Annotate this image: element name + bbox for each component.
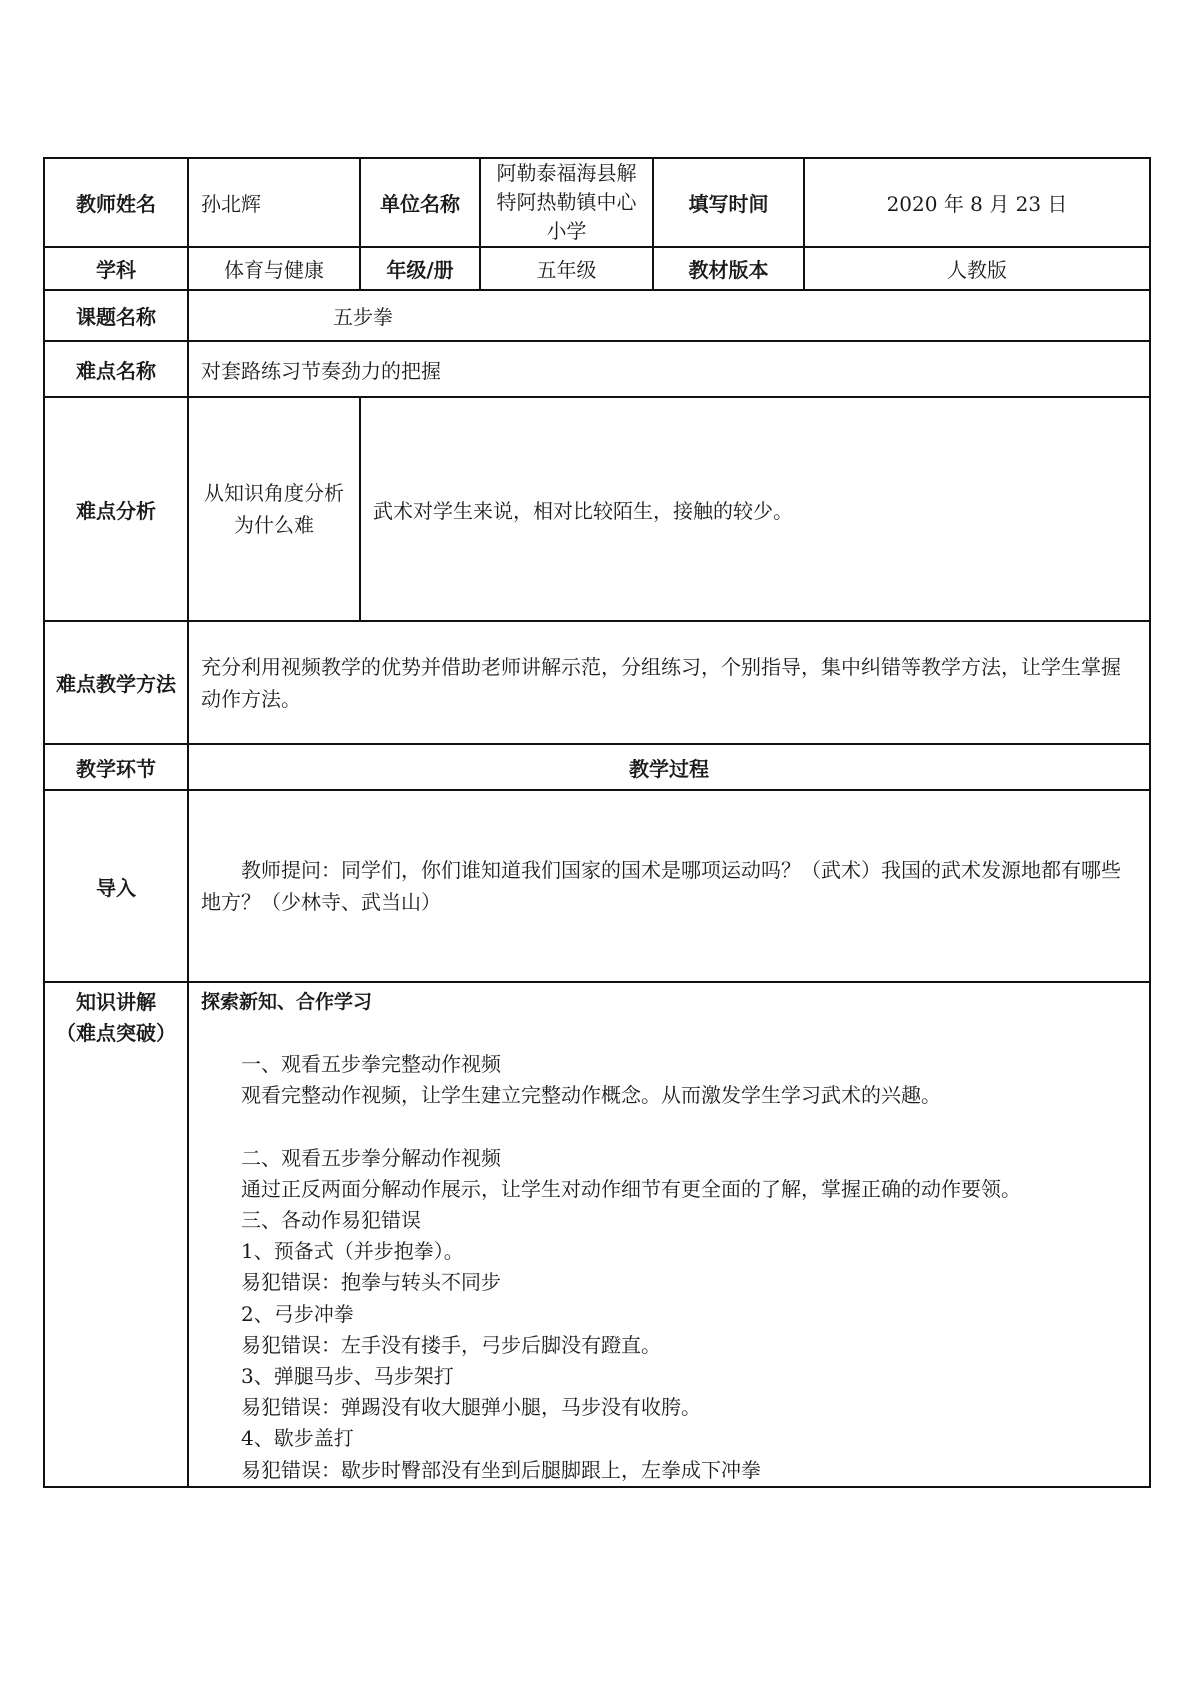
intro-label: 导入 — [44, 790, 188, 982]
topic-label: 课题名称 — [44, 290, 188, 341]
knowledge-line: 易犯错误：弹踢没有收大腿弹小腿，马步没有收胯。 — [241, 1395, 701, 1420]
unit-name-label: 单位名称 — [360, 158, 480, 247]
unit-name-value: 阿勒泰福海县解特阿热勒镇中心小学 — [480, 158, 653, 247]
difficulty-value: 对套路练习节奏劲力的把握 — [188, 341, 1150, 397]
knowledge-line: 一、观看五步拳完整动作视频 — [241, 1052, 501, 1077]
topic-row — [44, 290, 1150, 341]
analysis-sublabel: 从知识角度分析为什么难 — [188, 397, 360, 621]
difficulty-label: 难点名称 — [44, 341, 188, 397]
teacher-name-value: 孙北辉 — [188, 158, 360, 247]
knowledge-content — [188, 982, 1150, 1487]
process-header-row — [44, 744, 1150, 790]
knowledge-label-line2: （难点突破） — [56, 1021, 176, 1045]
knowledge-line — [201, 1112, 1137, 1143]
knowledge-label — [44, 982, 188, 1487]
intro-row — [44, 790, 1150, 982]
knowledge-label-line1: 知识讲解 — [76, 990, 156, 1014]
lesson-form-table — [43, 157, 1151, 1488]
edition-value: 人教版 — [804, 247, 1150, 290]
knowledge-line: 2、弓步冲拳 — [241, 1301, 354, 1326]
analysis-label: 难点分析 — [44, 397, 188, 621]
fill-date-value: 2020 年 8 月 23 日 — [804, 158, 1150, 247]
knowledge-line: 4、歇步盖打 — [241, 1426, 354, 1451]
analysis-row — [44, 397, 1150, 621]
header-row-1 — [44, 158, 1150, 247]
teaching-stage-label: 教学环节 — [44, 744, 188, 790]
knowledge-line: 3、弹腿马步、马步架打 — [241, 1364, 454, 1389]
knowledge-line: 1、预备式（并步抱拳）。 — [241, 1239, 464, 1264]
edition-label: 教材版本 — [653, 247, 804, 290]
subject-label: 学科 — [44, 247, 188, 290]
grade-label: 年级/册 — [360, 247, 480, 290]
teaching-process-label: 教学过程 — [188, 744, 1150, 790]
method-row — [44, 621, 1150, 744]
method-value: 充分利用视频教学的优势并借助老师讲解示范，分组练习，个别指导，集中纠错等教学方法，让学生掌握动作方法。 — [188, 621, 1150, 744]
grade-value: 五年级 — [480, 247, 653, 290]
knowledge-line: 观看完整动作视频，让学生建立完整动作概念。从而激发学生学习武术的兴趣。 — [241, 1083, 941, 1108]
knowledge-line: 易犯错误：左手没有搂手，弓步后脚没有蹬直。 — [241, 1332, 661, 1357]
knowledge-heading: 探索新知、合作学习 — [201, 991, 373, 1013]
knowledge-line: 易犯错误：抱拳与转头不同步 — [241, 1270, 501, 1295]
intro-value: 教师提问：同学们，你们谁知道我们国家的国术是哪项运动吗？（武术）我国的武术发源地都有哪些地方？（少林寺、武当山） — [188, 790, 1150, 982]
knowledge-line: 三、各动作易犯错误 — [241, 1208, 421, 1233]
knowledge-line: 易犯错误：歇步时臀部没有坐到后腿脚跟上，左拳成下冲拳 — [241, 1457, 761, 1482]
difficulty-row — [44, 341, 1150, 397]
knowledge-line: 通过正反两面分解动作展示，让学生对动作细节有更全面的了解，掌握正确的动作要领。 — [241, 1176, 1021, 1201]
header-row-2 — [44, 247, 1150, 290]
knowledge-row — [44, 982, 1150, 1487]
topic-value: 五步拳 — [188, 290, 1150, 341]
teacher-name-label: 教师姓名 — [44, 158, 188, 247]
method-label: 难点教学方法 — [44, 621, 188, 744]
fill-date-label: 填写时间 — [653, 158, 804, 247]
subject-value: 体育与健康 — [188, 247, 360, 290]
knowledge-line: 二、观看五步拳分解动作视频 — [241, 1145, 501, 1170]
analysis-value: 武术对学生来说，相对比较陌生，接触的较少。 — [360, 397, 1150, 621]
spacer — [201, 1018, 1137, 1049]
